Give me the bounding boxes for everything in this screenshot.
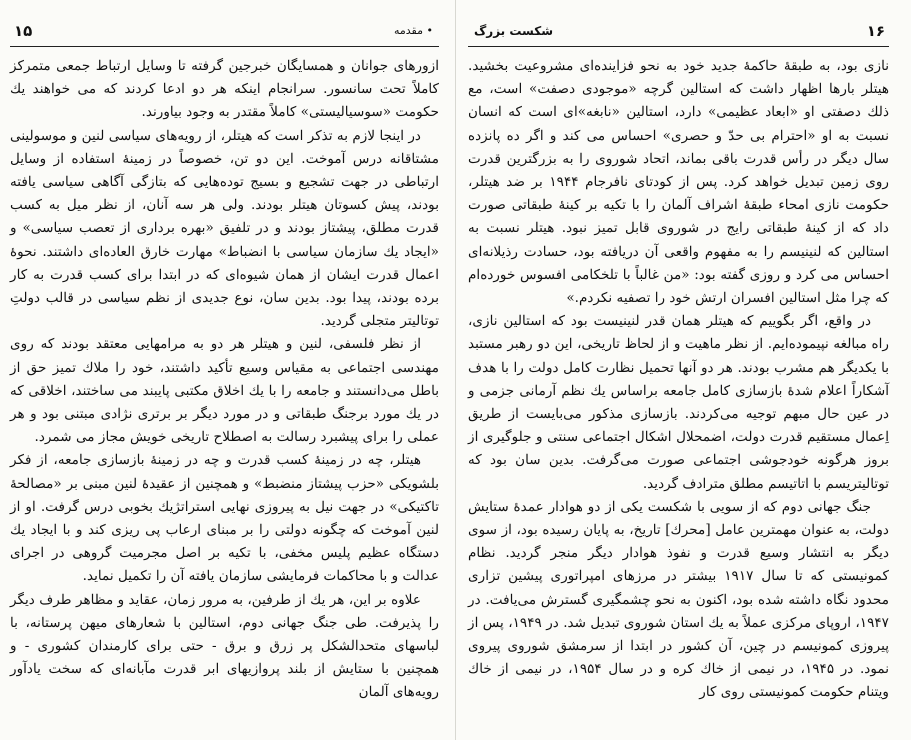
paragraph: در اینجا لازم به تذکر است که هیتلر، از رویه‌های سیاسی لنین و موسولینی مشتاقانه درس آموخت. این دو تن، خصوصاً در زمینهٔ استفاده از وسایل ارتباطی در جهت تشجیع و بسیج توده‌هایی که بتازگی آگاهی سیاسی یافته بودند، پیش کسوتان هیتلر بودند. ولی هر سه آنان، از نظر میل به کسب قدرت مطلق، پیشتاز بودند و در تلفیق «بهره برداری از تعصب سیاسی» و «ایجاد یك سازمان سیاسی با انضباط» مهارت خارق العاده‌ای داشتند. نحوهٔ اعمال قدرت ایشان از همان شیوه‌ای که در ابتدا برای کسب قدرت به کار برده بودند، پیدا بود. بدین سان، نوع جدیدی از نظم سیاسی در قالب دولتِ توتالیتر متجلی گردید. (10, 127, 439, 330)
paragraph: علاوه بر این، هر یك از طرفین، به مرور زمان، عقاید و مظاهر طرف دیگر را پذیرفت. طی جنگ جهانی دوم، استالین با شعارهای میهن پرستانه، با لباسهای متحدالشکل پر زرق و برق - حتی برای کارمندان کشوری - و همچنین با ستایش از بلند پروازیهای ابر قدرت مآبانه‌ای که سخت یادآور رویه‌های آلمان (10, 591, 439, 701)
right-page-header (468, 20, 889, 47)
paragraph: ازورهای جوانان و همسایگان خبرجین گرفته تا وسایل ارتباط جمعی متمرکز کاملاً تحت سانسور. سرانجام اینکه هر دو ادعا کردند که می خواهند یك حکومت «سوسیالیستی» کاملاً مقتدر به وجود بیاورند. (10, 58, 439, 121)
paragraph: جنگ جهانی دوم که از سویی با شکست یکی از دو هوادار عمدهٔ ستایش دولت، به عنوان مهمترین عامل [محرك] تاریخ، به پایان رسیده بود، از سوی دیگر به انتشار وسیع قدرت و نفوذ هوادار دیگر منجر گردید. نظام کمونیستی که تا سال ۱۹۱۷ بیشتر در مرزهای امپراتوری پیشین تزاری محدود نگاه داشته شده بود، اکنون به نحو چشمگیری گسترش می‌یافت. در ۱۹۴۷، اروپای مرکزی عملاً به یك استان شوروی تبدیل شد. در ۱۹۴۹، پس از پیروزی کمونیسم در چین، آن کشور در ابتدا از سرمشق شوروی پیروی نمود. در ۱۹۴۵، در نیمی از خاك کره و در سال ۱۹۵۴، در نیمی از خاك ویتنام حکومت کمونیستی روی کار (468, 498, 889, 701)
paragraph: در واقع، اگر بگوییم که هیتلر همان قدر لنینیست بود که استالین نازی، راه مبالغه نپیموده‌ایم. از نظر ماهیت و از لحاظ تاریخی، این دو رهبر مستبد با یکدیگر هم مشرب بودند. هر دو آنها تحمیل نظارت کامل دولت را با هدف آشکاراً اعلام شدهٔ بازسازی کامل جامعه براساس یك نظم آرمانی جزمی و در عین حال مبهم توجیه می‌کردند. بازسازی مذکور می‌بایست از طریق اِعمال مستقیم قدرت دولت، اضمحلال اشکال اجتماعی سنتی و جلوگیری از بروز هرگونه خودجوشی اجتماعی صورت می‌گرفت. بدین سان بود که توتالیتریسم با اتاتیسم مطلق مترادف گردید. (468, 313, 889, 492)
paragraph: هیتلر، چه در زمینهٔ کسب قدرت و چه در زمینهٔ بازسازی جامعه، از فکر بلشویکی «حزب پیشتاز منضبط» و همچنین از عقیدهٔ لنین مبنی بر «مصالحهٔ تاکتیکی» در جهت نیل به پیروزی نهایی استراتژیك بخوبی درس گرفت. او از لنین آموخت که چگونه دولتی را بر مبنای ارعاب پی ریزی کند و با ایجاد یك دستگاه عظیم پلیس مخفی، با تکیه بر اصل مجرمیت گروهی در اجرای عدالت و با محاکمات فرمایشی سازمان یافته آن را تکمیل نماید. (10, 452, 439, 585)
right-page-number: ۱۶ (866, 22, 885, 40)
paragraph: از نظر فلسفی، لنین و هیتلر هر دو به مرامهایی معتقد بودند که روی مهندسی اجتماعی به مقیاس وسیع تأکید داشتند، خود را ملاك تمیز حق از باطل می‌دانستند و جامعه را با یك اخلاق مکتبی پایبند می ساختند، اخلاقی که در یك مورد برجنگ طبقاتی و در مورد دیگر بر برتری نژادی مبتنی بود و هر عملی را برای پیشبرد رسالت به اصطلاح تاریخی خویش مجاز می شمرد. (10, 336, 439, 446)
left-page-header (10, 20, 439, 47)
right-page-body (468, 55, 889, 705)
left-page (0, 0, 455, 740)
paragraph: نازی بود، به طبقهٔ حاکمهٔ جدید خود به نحو فزاینده‌ای مشروعیت بخشید. هیتلر بارها اظهار داشت که استالین گرچه «موجودی دصفت» است، مع ذلك دصفتی او «ابعاد عظیمی» دارد، استالین «نابغه»‌ای است که انسان نسبت به او «احترام بی حدّ و حصری» احساس می کند و اگر ده پانزده سال دیگر در رأس قدرت باقی بماند، اتحاد شوروی را به بزرگترین قدرت روی زمین تبدیل خواهد کرد. پس از کودتای نافرجام ۱۹۴۴ بر ضد هیتلر، حکومت نازی امحاء طبقهٔ اشراف آلمان را با تکیه بر کینهٔ طبقاتی صورت داد که از کینهٔ طبقاتی رایج در شوروی قابل تمیز نبود. هیتلر نسبت به استالین که لنینیسم را به مفهوم واقعی آن دریافته بود، حسادت رذیلانه‌ای احساس می کرد و روزی گفته بود: «من غالباً با تلخکامی افسوس خورده‌ام که چرا مثل استالین افسران ارتش خود را تصفیه نکردم.» (468, 58, 889, 307)
left-page-body (10, 55, 439, 705)
right-page (456, 0, 911, 740)
left-running-head: • مقدمه (393, 24, 433, 37)
right-running-head: شکست بزرگ (474, 24, 554, 38)
left-page-number: ۱۵ (14, 22, 33, 40)
